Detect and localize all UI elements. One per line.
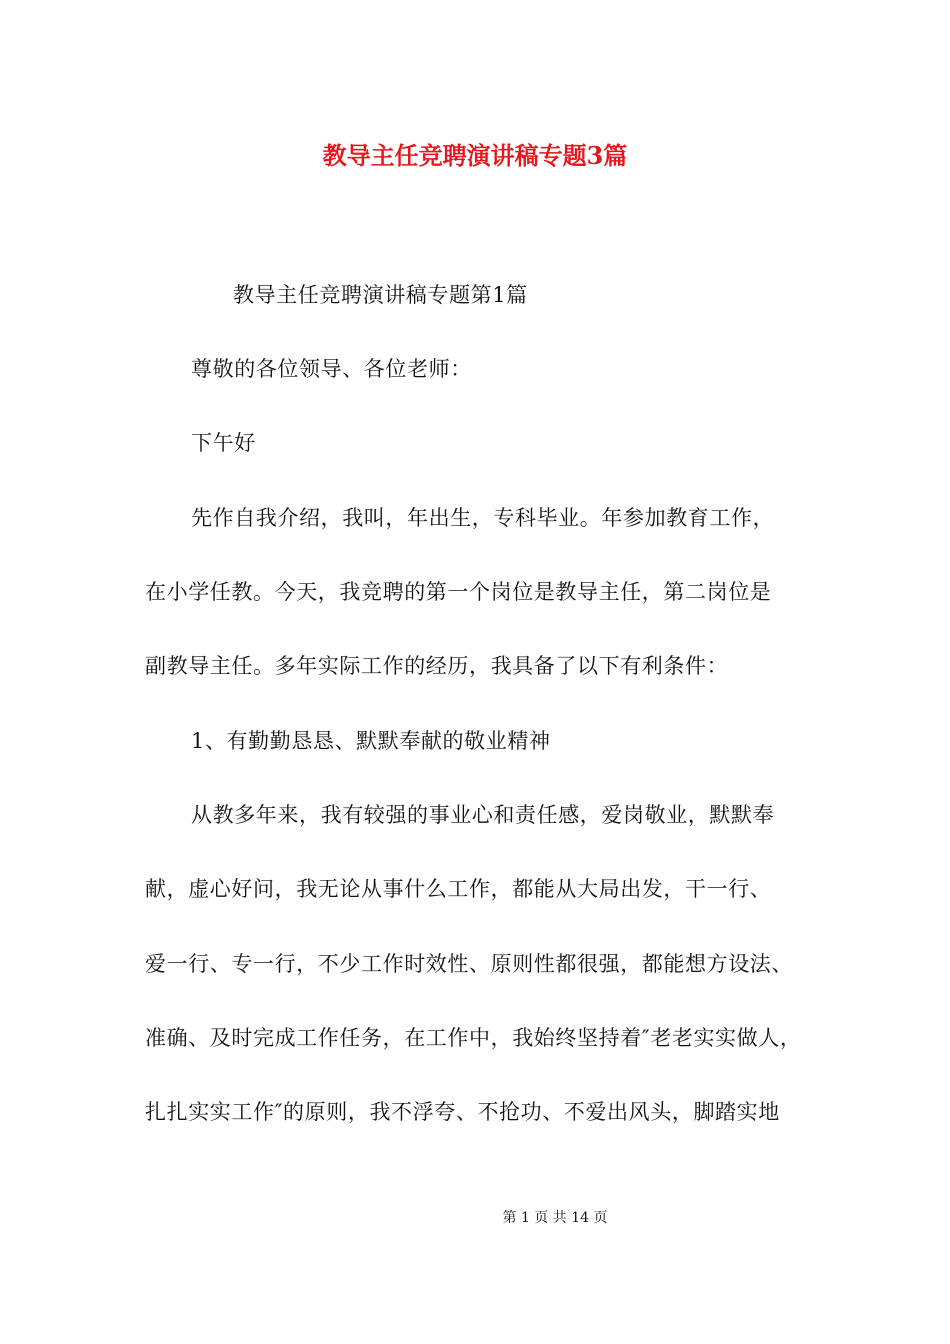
document-title: 教导主任竞聘演讲稿专题3篇: [322, 141, 628, 170]
paragraph-line: 在小学任教。今天，我竞聘的第一个岗位是教导主任，第二岗位是: [145, 580, 772, 604]
paragraph-line: 爱一行、专一行，不少工作时效性、原则性都很强，都能想方设法、: [145, 952, 793, 976]
subheading: 1、有勤勤恳恳、默默奉献的敬业精神: [191, 729, 551, 753]
greeting: 下午好: [191, 431, 256, 455]
paragraph-line: 扎扎实实工作″的原则，我不浮夸、不抢功、不爱出风头，脚踏实地: [145, 1100, 780, 1124]
paragraph-line: 副教导主任。多年实际工作的经历，我具备了以下有利条件：: [145, 654, 729, 678]
salutation: 尊敬的各位领导、各位老师：: [191, 357, 472, 381]
page-footer: 第 1 页 共 14 页: [502, 1210, 608, 1226]
paragraph-line: 献，虚心好问，我无论从事什么工作，都能从大局出发，干一行、: [145, 877, 772, 901]
paragraph-line: 先作自我介绍，我叫，年出生，专科毕业。年参加教育工作，: [191, 506, 775, 530]
paragraph-line: 从教多年来，我有较强的事业心和责任感，爱岗敬业，默默奉: [191, 803, 775, 827]
paragraph-line: 准确、及时完成工作任务，在工作中，我始终坚持着″老老实实做人，: [145, 1026, 802, 1050]
section-heading: 教导主任竞聘演讲稿专题第1篇: [233, 283, 528, 307]
